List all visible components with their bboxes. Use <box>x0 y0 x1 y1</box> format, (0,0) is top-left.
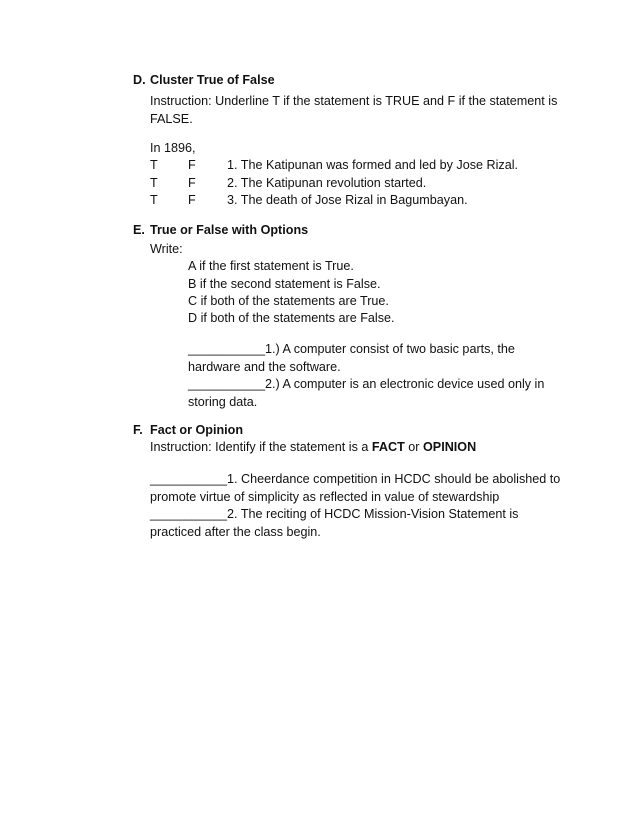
opinion-keyword: OPINION <box>423 440 477 454</box>
section-e-question-2-line1: ___________2.) A computer is an electronic device used only in <box>188 377 545 391</box>
fact-keyword: FACT <box>371 440 405 454</box>
section-e-question-1-line1: ___________1.) A computer consist of two basic parts, the <box>188 342 515 356</box>
option-b: B if the second statement is False. <box>188 277 381 291</box>
item-2-true-option: T <box>150 176 158 190</box>
section-f-heading: Fact or Opinion <box>150 423 244 437</box>
option-a: A if the first statement is True. <box>188 259 354 273</box>
or-word: or <box>404 440 423 454</box>
section-f-letter: F. <box>133 423 143 437</box>
item-1-true-option: T <box>150 158 158 172</box>
item-3-true-option: T <box>150 193 158 207</box>
option-d: D if both of the statements are False. <box>188 311 395 325</box>
section-d-year: In 1896, <box>150 141 196 155</box>
section-e-letter: E. <box>133 223 145 237</box>
section-f-question-2-line1: ___________2. The reciting of HCDC Mission-Vision Statement is <box>150 507 519 521</box>
section-d-instruction-line1: Instruction: Underline T if the statement is TRUE and F if the statement is <box>150 94 558 108</box>
section-f-question-2-line2: practiced after the class begin. <box>150 525 321 539</box>
section-f-question-1-line1: ___________1. Cheerdance competition in HCDC should be abolished to <box>150 472 561 486</box>
section-f-instruction <box>150 440 476 455</box>
section-d-letter: D. <box>133 73 146 87</box>
item-1-statement: 1. The Katipunan was formed and led by Jose Rizal. <box>227 158 518 172</box>
section-e-question-2-line2: storing data. <box>188 395 258 409</box>
section-e-write-label: Write: <box>150 242 183 256</box>
section-f-instruction-text: Instruction: Identify if the statement is a <box>150 440 372 454</box>
section-f-question-1-line2: promote virtue of simplicity as reflected in value of stewardship <box>150 490 500 504</box>
option-c: C if both of the statements are True. <box>188 294 389 308</box>
section-e-question-1-line2: hardware and the software. <box>188 360 341 374</box>
section-d-instruction-line2: FALSE. <box>150 112 193 126</box>
item-3-false-option: F <box>188 193 196 207</box>
item-3-statement: 3. The death of Jose Rizal in Bagumbayan. <box>227 193 468 207</box>
section-d-heading: Cluster True of False <box>150 73 275 87</box>
item-2-false-option: F <box>188 176 196 190</box>
item-2-statement: 2. The Katipunan revolution started. <box>227 176 427 190</box>
section-e-heading: True or False with Options <box>150 223 309 237</box>
item-1-false-option: F <box>188 158 196 172</box>
